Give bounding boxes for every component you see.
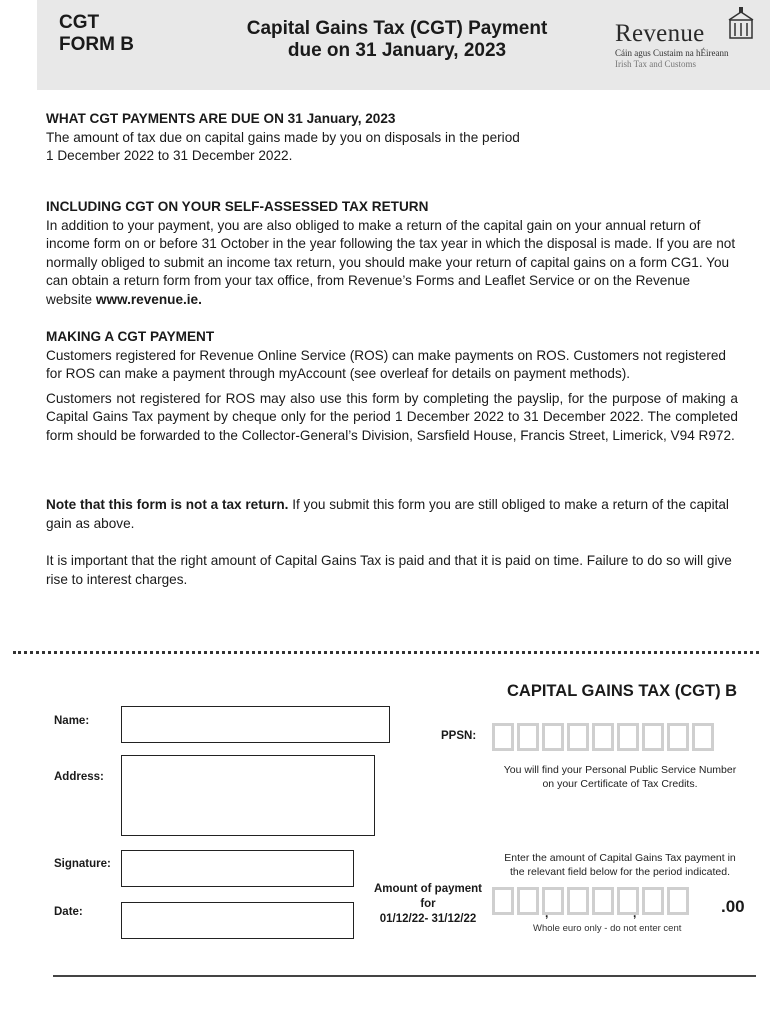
amount-note <box>486 851 754 879</box>
ppsn-cell[interactable] <box>667 723 689 751</box>
ppsn-cell[interactable] <box>492 723 514 751</box>
section-payment-heading: MAKING A CGT PAYMENT <box>46 329 215 344</box>
ppsn-cell[interactable] <box>567 723 589 751</box>
revenue-website-link[interactable]: www.revenue.ie. <box>95 291 202 307</box>
amount-label <box>366 882 490 927</box>
thousands-separator: , <box>545 906 549 920</box>
form-id-line1: CGT <box>59 12 100 33</box>
amount-cell[interactable] <box>567 887 589 915</box>
title-line2: due on 31 January, 2023 <box>287 40 507 61</box>
amount-input[interactable] <box>492 887 689 915</box>
ppsn-note-line2: on your Certificate of Tax Credits. <box>542 778 698 790</box>
ppsn-cell[interactable] <box>542 723 564 751</box>
section-due <box>46 110 738 166</box>
note-bold-text: Note that this form is not a tax return. <box>46 497 289 512</box>
ppsn-label: PPSN: <box>441 730 477 742</box>
section-return-heading: INCLUDING CGT ON YOUR SELF-ASSESSED TAX RETURN <box>46 199 429 214</box>
signature-label: Signature: <box>54 858 111 870</box>
section-important <box>46 552 738 589</box>
section-payment-para1: Customers registered for Revenue Online Service (ROS) can make payments on ROS. Customers not registered for ROS can make a payment through myAccount (see overleaf for details on payment methods). <box>46 347 726 381</box>
section-due-line1: The amount of tax due on capital gains made by you on disposals in the period <box>46 129 520 145</box>
amount-label-line3: 01/12/22- 31/12/22 <box>379 913 477 925</box>
building-icon <box>728 6 754 40</box>
section-payment-para2: Customers not registered for ROS may also use this form by completing the payslip, for the purpose of making a Capital Gains Tax payment by cheque only for the period 1 December 2022 to 31 December 2022. The completed form should be forwarded to the Collector-General’s Division, Sarsfield House, Francis Street, Limerick, V94 R972. <box>46 390 738 443</box>
section-note <box>46 496 738 533</box>
millions-separator: , <box>633 906 637 920</box>
section-return <box>46 198 738 309</box>
amount-label-line1: Amount of payment <box>374 883 482 895</box>
ppsn-cell[interactable] <box>592 723 614 751</box>
section-important-text: It is important that the right amount of Capital Gains Tax is paid and that it is paid on time. Failure to do so will give rise to interest charges. <box>46 553 732 587</box>
page-title <box>212 18 582 62</box>
ppsn-input[interactable] <box>492 723 714 751</box>
cents-suffix: .00 <box>721 897 745 916</box>
date-label: Date: <box>54 906 83 918</box>
logo-irish-text: Cáin agus Custaim na hÉireann <box>615 48 729 58</box>
ppsn-cell[interactable] <box>642 723 664 751</box>
logo-english-text: Irish Tax and Customs <box>615 59 696 69</box>
note-rest-text: If you submit this form you are still obliged to make a return of the capital gain as above. <box>46 497 729 531</box>
amount-cell[interactable] <box>667 887 689 915</box>
ppsn-cell[interactable] <box>517 723 539 751</box>
amount-label-line2: for <box>420 898 436 910</box>
form-header <box>37 0 770 90</box>
amount-cell[interactable] <box>642 887 664 915</box>
address-label: Address: <box>54 771 104 783</box>
name-label: Name: <box>54 715 90 727</box>
amount-cell[interactable] <box>492 887 514 915</box>
ppsn-note <box>486 763 754 791</box>
payslip-title: CAPITAL GAINS TAX (CGT) B <box>507 682 738 700</box>
section-payment <box>46 328 738 445</box>
bottom-rule <box>53 975 756 977</box>
section-note-text <box>46 496 738 533</box>
form-id-line2: FORM B <box>59 34 134 55</box>
section-return-body <box>46 217 738 310</box>
logo-wordmark: Revenue <box>615 20 705 47</box>
amount-cell[interactable] <box>592 887 614 915</box>
amount-note-line1: Enter the amount of Capital Gains Tax payment in <box>504 852 736 864</box>
title-line1: Capital Gains Tax (CGT) Payment <box>246 18 548 39</box>
ppsn-cell[interactable] <box>617 723 639 751</box>
ppsn-note-line1: You will find your Personal Public Service Number <box>503 764 737 776</box>
section-due-line2: 1 December 2022 to 31 December 2022. <box>46 148 293 163</box>
tear-off-line <box>13 651 759 654</box>
address-field[interactable] <box>121 755 375 836</box>
date-field[interactable] <box>121 902 354 939</box>
ppsn-cell[interactable] <box>692 723 714 751</box>
amount-cell[interactable] <box>517 887 539 915</box>
name-field[interactable] <box>121 706 390 743</box>
signature-field[interactable] <box>121 850 354 887</box>
form-id <box>59 12 134 56</box>
section-return-text: In addition to your payment, you are also obliged to make a return of the capital gain on your annual return of income form on or before 31 October in the year following the tax year in which the disposal is made. If you are not normally obliged to submit an income tax return, you should make your return of capital gains on a form CG1. You can obtain a return form from your tax office, from Revenue’s Forms and Leaflet Service or on the Revenue website <box>46 217 736 307</box>
revenue-logo <box>615 6 765 69</box>
euro-note: Whole euro only - do not enter cent <box>533 923 682 934</box>
amount-note-line2: the relevant field below for the period indicated. <box>509 866 731 878</box>
section-due-heading: WHAT CGT PAYMENTS ARE DUE ON 31 January, 2023 <box>46 111 396 126</box>
